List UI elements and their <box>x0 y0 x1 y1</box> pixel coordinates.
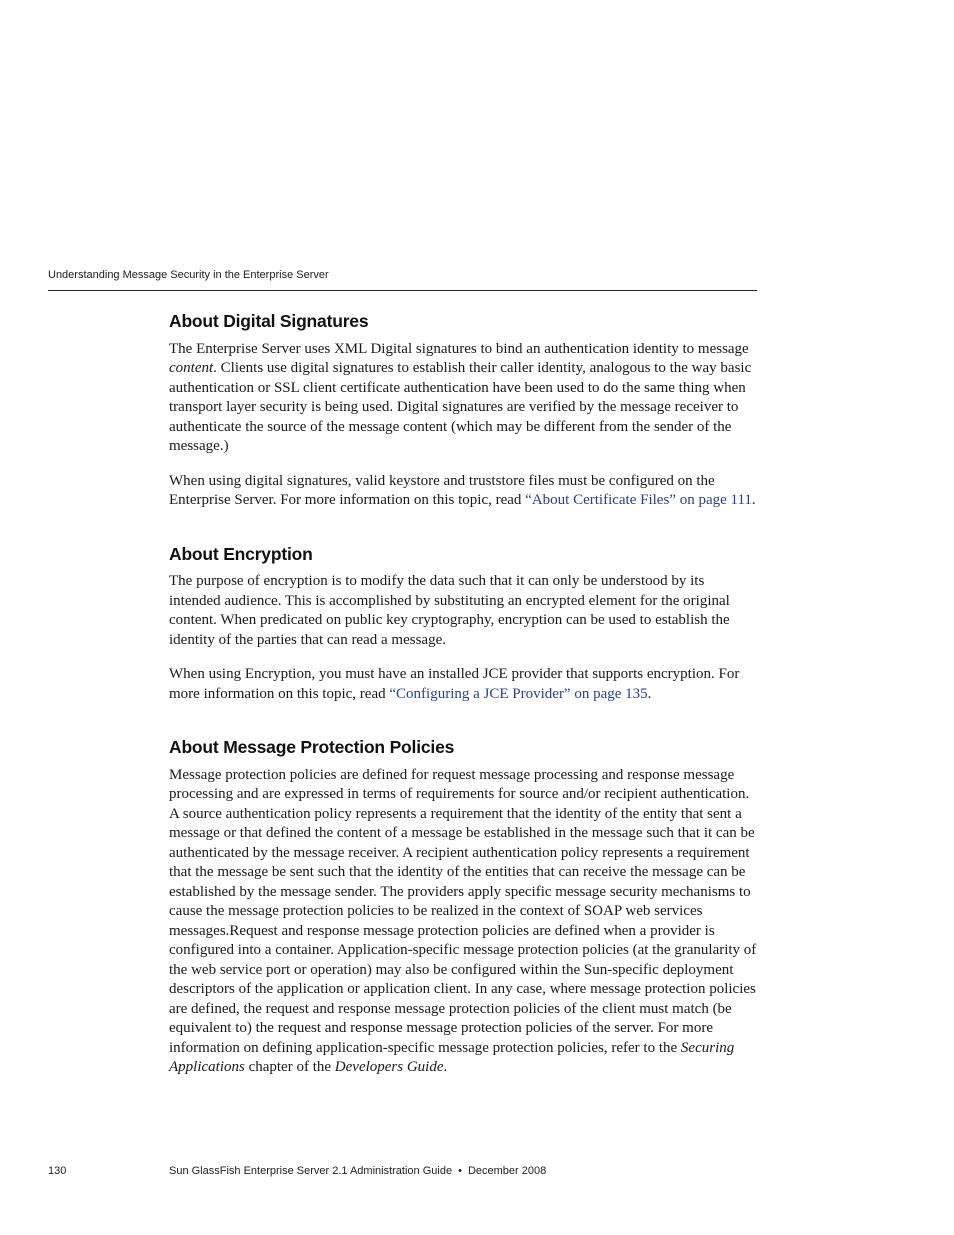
body-paragraph <box>169 766 759 1078</box>
footer-book-info <box>169 1165 546 1177</box>
body-paragraph: The purpose of encryption is to modify the data such that it can only be understood by its intended audience. This is accomplished by substituting an encrypted element for the original content. When predicated on public key cryptography, encryption can be used to establish the identity of the parties that can read a message. <box>169 573 730 648</box>
text-run: chapter of the <box>244 1059 335 1075</box>
page-number: 130 <box>48 1165 67 1177</box>
footer-date: December 2008 <box>467 1165 547 1177</box>
body-paragraph <box>169 472 759 511</box>
section-heading: About Message Protection Policies <box>169 737 455 757</box>
emphasis-text: Developers Guide <box>334 1059 444 1075</box>
section-digital-signatures <box>169 312 759 511</box>
section-heading: About Encryption <box>169 543 313 564</box>
text-run: . <box>647 685 652 702</box>
footer-book-title: Sun GlassFish Enterprise Server 2.1 Administration Guide <box>169 1165 453 1177</box>
xref-link-jce-provider[interactable]: “Configuring a JCE Provider” on page 135 <box>389 685 648 702</box>
footer-bullet: • <box>458 1165 462 1177</box>
text-run: . <box>443 1059 448 1075</box>
section-heading: About Digital Signatures <box>169 311 369 331</box>
running-header: Understanding Message Security in the Enterprise Server <box>48 269 329 281</box>
body-paragraph <box>169 665 759 704</box>
text-run: Message protection policies are defined for request message processing and response message processing and are expressed in terms of requirements for source and/or recipient authentication. A source authentication policy represents a requirement that the identity of the entity that sent a message or that defined the content of a message be established in the message such that it can be authenticated by the message receiver. A recipient authentication policy represents a requirement that the message be sent such that the identity of the entities that can receive the message can be established by the message sender. The providers apply specific message security mechanisms to cause the message protection policies to be realized in the context of SOAP web services messages.Request and response message protection policies are defined when a provider is configured into a container. Application-specific message protection policies (at the granularity of the web service port or operation) may also be configured within the Sun-specific deployment descriptors of the application or application client. In any case, where message protection policies are defined, the request and response message protection policies of the client must match (be equivalent to) the request and response message protection policies of the server. For more information on defining application-specific message protection policies, refer to the <box>169 766 757 1056</box>
emphasis-text: Securing Applications <box>169 1039 735 1075</box>
section-encryption <box>169 545 759 705</box>
text-run: When using Encryption, you must have an installed JCE provider that supports encryption. For more information on this topic, read <box>169 666 740 702</box>
xref-link-certificate-files[interactable]: “About Certificate Files” on page 111 <box>525 492 752 508</box>
emphasis-text: content <box>169 360 214 376</box>
text-run: . <box>751 492 756 508</box>
page-content <box>169 312 759 1093</box>
section-message-protection-policies <box>169 738 759 1078</box>
header-divider <box>48 290 757 291</box>
text-run: When using digital signatures, valid keystore and truststore files must be configured on the Enterprise Server. For more information on this topic, read <box>169 472 715 508</box>
body-paragraph <box>169 340 759 457</box>
text-run: . Clients use digital signatures to establish their caller identity, analogous to the way basic authentication or SSL client certificate authentication have been used to do the same thing when transport layer security is being used. Digital signatures are verified by the message receiver to authenticate the source of the message content (which may be different from the sender of the message.) <box>169 360 752 454</box>
text-run: The Enterprise Server uses XML Digital signatures to bind an authentication identity to message <box>169 340 749 357</box>
